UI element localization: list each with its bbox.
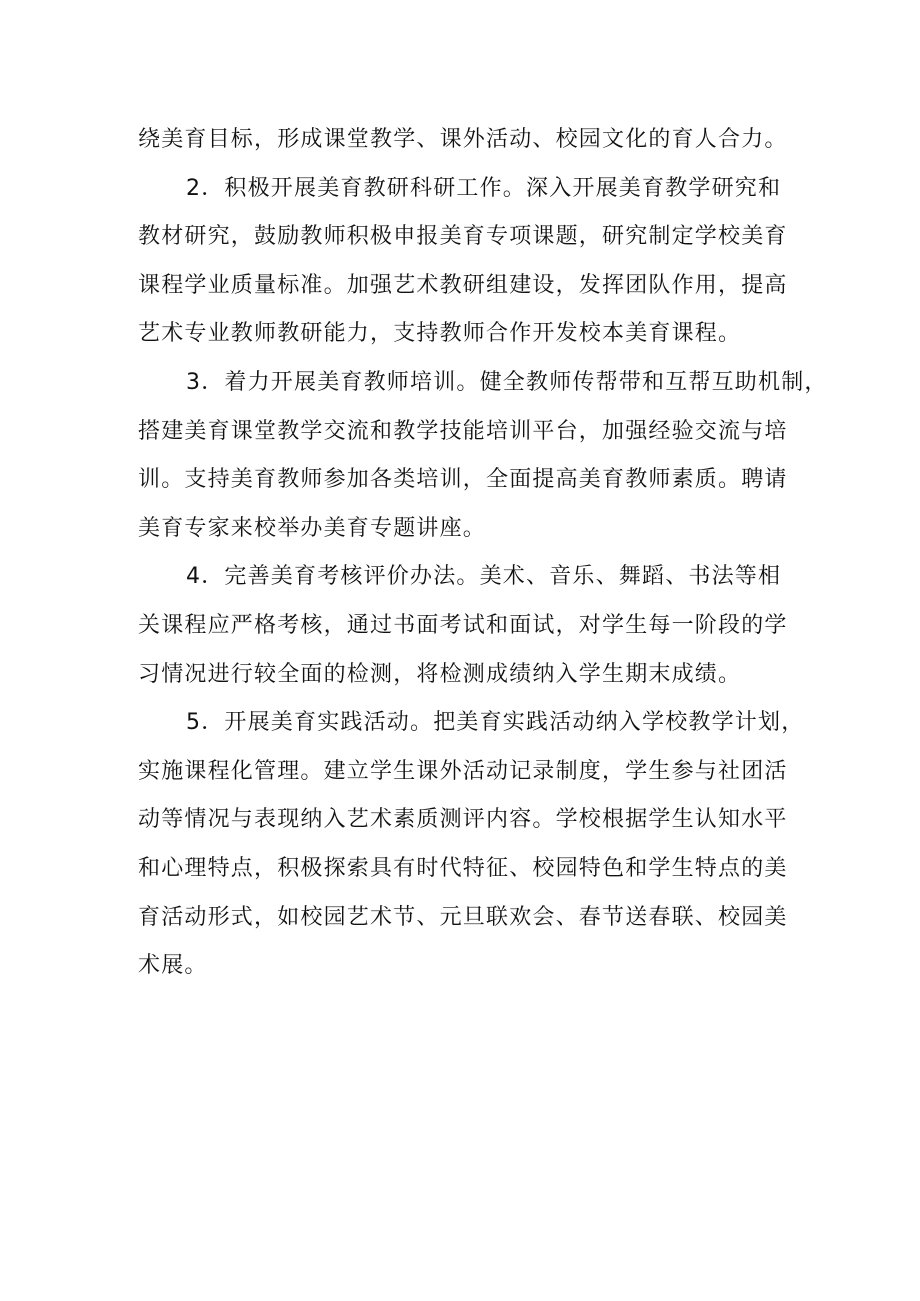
paragraph-line: 和心理特点，积极探索具有时代特征、校园特色和学生特点的美: [138, 855, 788, 881]
paragraph-line: 教材研究，鼓励教师积极申报美育专项课题，研究制定学校美育: [138, 224, 788, 250]
paragraph-line: 课程学业质量标准。加强艺术教研组建设，发挥团队作用，提高: [138, 272, 788, 298]
paragraph-line: 4．完善美育考核评价办法。美术、音乐、舞蹈、书法等相: [186, 564, 782, 590]
paragraph-line: 术展。: [138, 953, 208, 979]
paragraph-line: 习情况进行较全面的检测，将检测成绩纳入学生期末成绩。: [138, 661, 742, 687]
paragraph-line: 绕美育目标，形成课堂教学、课外活动、校园文化的育人合力。: [138, 127, 788, 152]
paragraph-line: 5．开展美育实践活动。把美育实践活动纳入学校教学计划，: [186, 710, 805, 736]
paragraph-line: 艺术专业教师教研能力，支持教师合作开发校本美育课程。: [138, 321, 742, 347]
paragraph-line: 2．积极开展美育教研科研工作。深入开展美育教学研究和: [186, 175, 782, 201]
paragraph-line: 育活动形式，如校园艺术节、元旦联欢会、春节送春联、校园美: [138, 904, 788, 930]
paragraph-line: 训。支持美育教师参加各类培训，全面提高美育教师素质。聘请: [138, 467, 788, 493]
paragraph-line: 3．着力开展美育教师培训。健全教师传帮带和互帮互助机制，: [186, 369, 828, 395]
paragraph-line: 实施课程化管理。建立学生课外活动记录制度，学生参与社团活: [138, 758, 788, 784]
paragraph-line: 动等情况与表现纳入艺术素质测评内容。学校根据学生认知水平: [138, 807, 788, 833]
paragraph-line: 美育专家来校举办美育专题讲座。: [138, 515, 487, 541]
paragraph-line: 搭建美育课堂教学交流和教学技能培训平台，加强经验交流与培: [138, 418, 788, 444]
document-body: [138, 116, 828, 991]
paragraph-line: 关课程应严格考核，通过书面考试和面试，对学生每一阶段的学: [138, 612, 788, 638]
